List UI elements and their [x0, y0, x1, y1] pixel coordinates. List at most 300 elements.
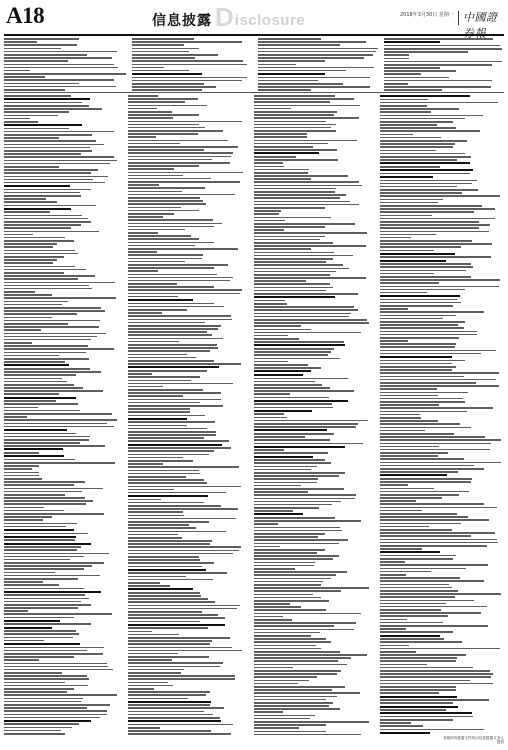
- text-line: [254, 300, 285, 302]
- text-line: [254, 727, 299, 729]
- text-line: [128, 521, 209, 523]
- text-line: [380, 327, 464, 329]
- text-line: [254, 449, 284, 451]
- text-line: [254, 201, 350, 203]
- text-line: [254, 702, 333, 704]
- text-line: [380, 535, 471, 537]
- text-line: [380, 286, 499, 288]
- text-line: [254, 641, 331, 643]
- text-line: [128, 585, 170, 587]
- text-line: [380, 263, 471, 265]
- text-line: [254, 367, 321, 369]
- text-line: [128, 293, 240, 295]
- text-line: [4, 345, 88, 347]
- text-line: [380, 427, 471, 429]
- text-line: [4, 594, 85, 596]
- text-line: [254, 332, 361, 334]
- text-line: [380, 641, 462, 643]
- text-line: [4, 613, 112, 615]
- text-line: [384, 41, 440, 43]
- text-line: [4, 371, 101, 373]
- text-line: [254, 549, 325, 551]
- text-line: [4, 237, 65, 239]
- text-line: [4, 83, 79, 85]
- top-notice-column: [4, 38, 126, 92]
- text-line: [254, 452, 328, 454]
- text-line: [380, 692, 439, 694]
- text-line: [128, 672, 181, 674]
- text-line: [380, 593, 501, 595]
- text-line: [258, 73, 325, 75]
- text-line: [254, 397, 329, 399]
- text-line: [254, 417, 287, 419]
- text-line: [128, 405, 223, 407]
- text-line: [4, 717, 100, 719]
- text-line: [128, 582, 160, 584]
- text-line: [128, 98, 198, 100]
- text-line: [254, 217, 331, 219]
- text-line: [254, 271, 336, 273]
- text-line: [4, 647, 104, 649]
- text-line: [258, 41, 366, 43]
- text-line: [4, 656, 74, 658]
- text-line: [380, 199, 443, 201]
- text-line: [380, 311, 484, 313]
- text-line: [380, 411, 467, 413]
- text-line: [4, 262, 53, 264]
- text-line: [4, 160, 117, 162]
- text-line: [380, 615, 448, 617]
- text-line: [128, 245, 195, 247]
- text-line: [128, 470, 199, 472]
- text-line: [128, 101, 185, 103]
- text-line: [4, 601, 81, 603]
- text-line: [254, 344, 345, 346]
- text-line: [380, 699, 489, 701]
- text-line: [380, 134, 413, 136]
- text-line: [128, 315, 231, 317]
- text-line: [380, 173, 470, 175]
- text-line: [254, 571, 347, 573]
- top-notice-column: [258, 38, 378, 92]
- text-line: [380, 276, 471, 278]
- text-line: [380, 458, 464, 460]
- text-line: [4, 246, 53, 248]
- text-line: [380, 702, 453, 704]
- text-line: [4, 147, 90, 149]
- text-line: [380, 282, 439, 284]
- text-line: [4, 426, 114, 428]
- text-line: [254, 491, 308, 493]
- text-line: [128, 704, 210, 706]
- text-line: [380, 156, 471, 158]
- text-line: [380, 590, 458, 592]
- text-line: [254, 696, 337, 698]
- text-line: [254, 166, 284, 168]
- text-line: [4, 568, 84, 570]
- text-line: [254, 400, 348, 402]
- text-line: [128, 502, 204, 504]
- text-line: [128, 486, 241, 488]
- text-line: [380, 243, 492, 245]
- text-line: [4, 448, 63, 450]
- text-line: [254, 242, 333, 244]
- text-line: [254, 204, 359, 206]
- text-line: [380, 513, 457, 515]
- text-line: [384, 67, 440, 69]
- text-line: [380, 218, 495, 220]
- text-line: [128, 168, 174, 170]
- text-line: [132, 51, 189, 53]
- text-line: [254, 597, 321, 599]
- text-line: [254, 482, 317, 484]
- text-line: [4, 374, 76, 376]
- text-line: [380, 111, 431, 113]
- text-line: [128, 621, 200, 623]
- text-line: [380, 706, 458, 708]
- text-line: [128, 181, 240, 183]
- text-line: [128, 127, 205, 129]
- text-line: [254, 581, 323, 583]
- text-line: [128, 203, 206, 205]
- text-line: [128, 444, 222, 446]
- text-line: [380, 664, 427, 666]
- text-line: [254, 504, 332, 506]
- text-line: [4, 572, 55, 574]
- text-line: [254, 374, 303, 376]
- text-line: [128, 194, 235, 196]
- text-line: [384, 77, 449, 79]
- text-line: [4, 688, 74, 690]
- text-line: [254, 309, 358, 311]
- text-line: [128, 431, 216, 433]
- text-line: [254, 590, 341, 592]
- text-line: [380, 676, 491, 678]
- text-line: [380, 315, 456, 317]
- text-line: [4, 156, 114, 158]
- text-line: [254, 456, 313, 458]
- text-line: [4, 102, 82, 104]
- text-line: [254, 578, 331, 580]
- text-column: [128, 95, 246, 735]
- text-line: [4, 659, 39, 661]
- text-line: [380, 423, 460, 425]
- text-line: [128, 698, 188, 700]
- text-line: [254, 361, 288, 363]
- text-line: [380, 105, 427, 107]
- text-line: [254, 338, 299, 340]
- text-line: [254, 390, 354, 392]
- text-line: [4, 333, 106, 335]
- text-line: [128, 685, 173, 687]
- text-line: [4, 442, 80, 444]
- text-line: [128, 415, 205, 417]
- text-line: [380, 628, 406, 630]
- text-line: [254, 433, 334, 435]
- text-line: [4, 523, 77, 525]
- text-line: [4, 494, 65, 496]
- text-line: [254, 705, 329, 707]
- text-line: [4, 704, 110, 706]
- text-line: [254, 426, 356, 428]
- text-line: [4, 153, 81, 155]
- text-line: [132, 64, 247, 66]
- text-line: [128, 373, 152, 375]
- text-line: [4, 364, 69, 366]
- text-line: [254, 721, 369, 723]
- text-line: [380, 719, 453, 721]
- text-line: [128, 682, 168, 684]
- text-line: [380, 183, 472, 185]
- text-line: [128, 562, 214, 564]
- text-line: [254, 223, 355, 225]
- text-line: [128, 303, 214, 305]
- text-line: [4, 598, 89, 600]
- text-line: [380, 388, 437, 390]
- text-line: [128, 550, 239, 552]
- text-line: [128, 270, 158, 272]
- text-line: [384, 51, 468, 53]
- text-line: [254, 105, 360, 107]
- text-line: [254, 429, 327, 431]
- text-line: [384, 80, 492, 82]
- text-line: [254, 274, 330, 276]
- text-line: [380, 523, 461, 525]
- text-line: [254, 378, 348, 380]
- text-line: [380, 295, 460, 297]
- text-line: [380, 321, 465, 323]
- text-line: [4, 358, 89, 360]
- text-line: [128, 479, 204, 481]
- text-line: [4, 172, 91, 174]
- text-line: [258, 83, 343, 85]
- text-line: [4, 150, 92, 152]
- text-line: [254, 146, 313, 148]
- text-line: [254, 635, 311, 637]
- text-line: [128, 258, 202, 260]
- text-line: [254, 384, 322, 386]
- text-line: [128, 165, 199, 167]
- text-line: [4, 575, 100, 577]
- text-line: [4, 182, 105, 184]
- text-line: [128, 572, 227, 574]
- text-line: [128, 707, 224, 709]
- text-line: [254, 501, 341, 503]
- text-line: [254, 121, 326, 123]
- text-line: [4, 60, 68, 62]
- text-line: [128, 344, 217, 346]
- text-line: [254, 466, 317, 468]
- text-line: [380, 159, 457, 161]
- text-line: [254, 213, 279, 215]
- text-line: [4, 140, 96, 142]
- text-line: [128, 524, 189, 526]
- text-line: [254, 341, 344, 343]
- text-line: [258, 44, 340, 46]
- text-line: [254, 239, 320, 241]
- text-line: [4, 488, 103, 490]
- text-line: [380, 587, 452, 589]
- text-line: [4, 234, 33, 236]
- text-line: [128, 283, 177, 285]
- text-line: [254, 236, 325, 238]
- text-line: [380, 331, 477, 333]
- text-line: [128, 724, 233, 726]
- text-line: [380, 558, 453, 560]
- text-line: [254, 498, 355, 500]
- text-line: [128, 366, 219, 368]
- text-line: [4, 685, 88, 687]
- text-line: [132, 48, 199, 50]
- text-line: [254, 565, 314, 567]
- text-line: [384, 48, 502, 50]
- text-line: [380, 127, 456, 129]
- text-line: [254, 152, 319, 154]
- text-line: [254, 303, 287, 305]
- text-line: [128, 334, 212, 336]
- text-line: [128, 376, 200, 378]
- text-line: [4, 387, 83, 389]
- text-line: [132, 83, 204, 85]
- text-line: [4, 627, 52, 629]
- text-line: [254, 485, 301, 487]
- text-line: [258, 54, 373, 56]
- text-line: [132, 80, 242, 82]
- text-line: [380, 680, 470, 682]
- text-line: [128, 421, 215, 423]
- text-line: [380, 240, 472, 242]
- text-line: [128, 631, 152, 633]
- text-line: [128, 111, 172, 113]
- text-line: [380, 433, 454, 435]
- text-line: [254, 574, 336, 576]
- text-line: [254, 676, 317, 678]
- text-line: [254, 711, 283, 713]
- text-line: [128, 428, 207, 430]
- text-line: [380, 430, 425, 432]
- text-line: [4, 189, 91, 191]
- text-line: [128, 200, 203, 202]
- text-line: [4, 301, 68, 303]
- text-line: [380, 612, 481, 614]
- text-line: [254, 194, 346, 196]
- text-line: [128, 669, 184, 671]
- text-line: [4, 397, 76, 399]
- text-line: [254, 156, 296, 158]
- text-line: [380, 439, 501, 441]
- text-line: [380, 376, 464, 378]
- text-line: [4, 48, 61, 50]
- text-line: [4, 637, 73, 639]
- text-line: [380, 542, 498, 544]
- text-line: [380, 696, 457, 698]
- text-line: [128, 546, 241, 548]
- text-line: [128, 251, 157, 253]
- text-line: [4, 419, 117, 421]
- text-line: [380, 401, 465, 403]
- text-line: [380, 324, 458, 326]
- text-line: [4, 121, 38, 123]
- text-line: [4, 475, 39, 477]
- text-line: [132, 60, 243, 62]
- text-line: [4, 108, 102, 110]
- text-line: [4, 730, 61, 732]
- text-line: [4, 348, 114, 350]
- text-line: [254, 555, 339, 557]
- text-line: [4, 297, 116, 299]
- text-line: [132, 54, 218, 56]
- text-line: [380, 648, 500, 650]
- text-line: [380, 337, 459, 339]
- text-line: [128, 267, 214, 269]
- text-line: [4, 617, 74, 619]
- text-line: [258, 67, 374, 69]
- text-line: [4, 481, 85, 483]
- text-line: [254, 290, 326, 292]
- text-line: [128, 659, 172, 661]
- text-line: [254, 600, 329, 602]
- text-line: [380, 102, 498, 104]
- text-line: [380, 346, 455, 348]
- text-line: [254, 348, 334, 350]
- text-line: [4, 192, 80, 194]
- text-line: [128, 261, 185, 263]
- text-line: [254, 478, 318, 480]
- text-line: [128, 331, 207, 333]
- text-line: [128, 418, 187, 420]
- text-line: [128, 601, 215, 603]
- text-line: [4, 588, 84, 590]
- text-line: [254, 175, 348, 177]
- text-line: [128, 434, 216, 436]
- text-line: [4, 565, 92, 567]
- text-line: [254, 459, 325, 461]
- text-line: [254, 358, 340, 360]
- text-line: [380, 516, 468, 518]
- text-line: [128, 395, 183, 397]
- text-line: [4, 410, 80, 412]
- text-line: [4, 455, 64, 457]
- text-line: [4, 710, 107, 712]
- text-line: [380, 186, 457, 188]
- text-line: [4, 529, 74, 531]
- text-line: [380, 571, 431, 573]
- text-line: [4, 507, 44, 509]
- text-line: [254, 127, 331, 129]
- text-line: [4, 533, 88, 535]
- text-line: [4, 682, 65, 684]
- text-line: [254, 207, 325, 209]
- text-line: [128, 647, 232, 649]
- text-line: [258, 80, 318, 82]
- text-line: [254, 510, 293, 512]
- text-line: [380, 234, 436, 236]
- text-line: [4, 224, 81, 226]
- text-line: [380, 532, 495, 534]
- text-line: [128, 511, 183, 513]
- text-line: [128, 595, 201, 597]
- text-line: [4, 465, 39, 467]
- text-line: [4, 44, 77, 46]
- text-line: [4, 663, 107, 665]
- text-line: [128, 662, 223, 664]
- text-line: [254, 562, 315, 564]
- text-line: [254, 143, 328, 145]
- text-line: [380, 564, 488, 566]
- text-line: [384, 58, 409, 60]
- text-line: [254, 162, 283, 164]
- text-line: [380, 166, 440, 168]
